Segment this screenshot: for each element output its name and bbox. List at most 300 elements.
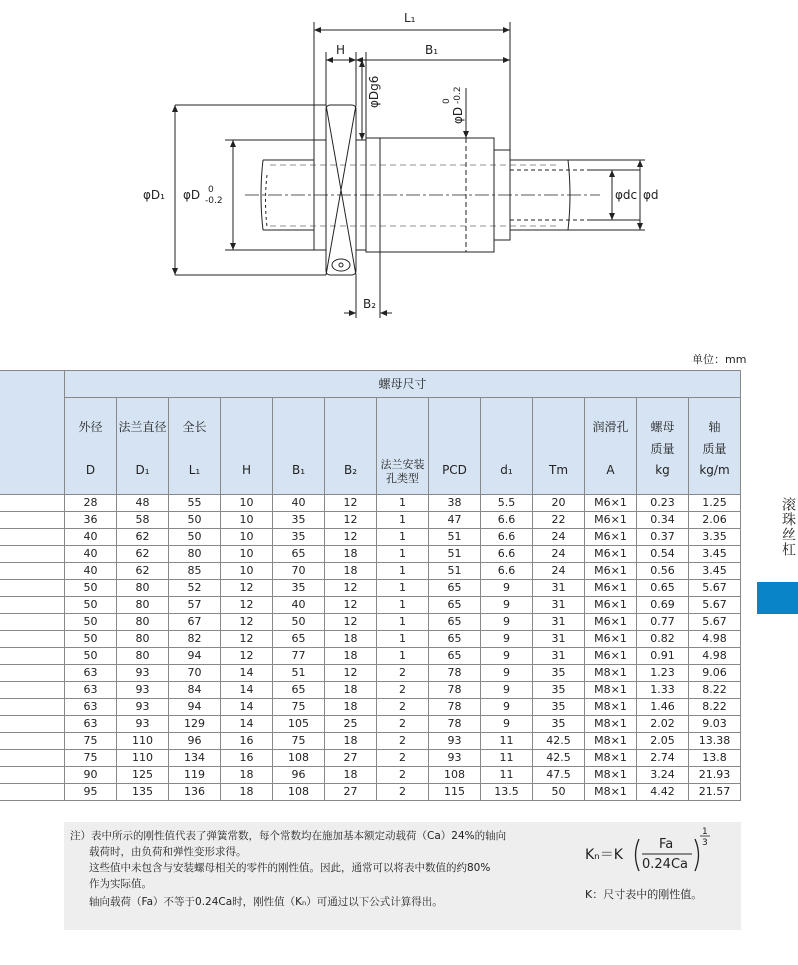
row-blank-cell	[0, 546, 65, 563]
table-cell: 2.02	[637, 716, 689, 733]
formula-exp-den: 3	[702, 838, 708, 848]
table-cell: 0.23	[637, 495, 689, 512]
table-cell: 52	[169, 580, 221, 597]
table-cell: 12	[325, 495, 377, 512]
column-header	[689, 398, 741, 495]
table-cell: 9	[481, 631, 533, 648]
table-cell: 135	[117, 784, 169, 801]
note-line-1: 注）表中所示的刚性值代表了弹簧常数，每个常数均在施加基本额定动载荷（Ca）24%的轴向	[70, 830, 507, 842]
table-cell: 63	[65, 665, 117, 682]
table-cell: M6×1	[585, 512, 637, 529]
table-cell: M8×1	[585, 699, 637, 716]
table-cell: 134	[169, 750, 221, 767]
table-row	[0, 614, 741, 631]
table-cell: 1	[377, 597, 429, 614]
column-header-name: 润滑孔	[592, 420, 629, 434]
table-cell: 31	[533, 580, 585, 597]
table-cell: 115	[429, 784, 481, 801]
table-cell: 5.67	[689, 580, 741, 597]
table-cell: 9	[481, 665, 533, 682]
table-cell: M8×1	[585, 682, 637, 699]
table-cell: 2	[377, 784, 429, 801]
table-cell: 6.6	[481, 563, 533, 580]
table-cell: 9	[481, 580, 533, 597]
row-blank-cell	[0, 716, 65, 733]
table-cell: 0.69	[637, 597, 689, 614]
table-cell: 80	[169, 546, 221, 563]
table-cell: 18	[325, 699, 377, 716]
column-header-name: 法兰直径	[118, 420, 167, 434]
column-header	[117, 398, 169, 495]
table-cell: M8×1	[585, 665, 637, 682]
table-cell: 18	[325, 631, 377, 648]
table-cell: 6.6	[481, 546, 533, 563]
row-blank-cell	[0, 767, 65, 784]
formula-denominator: 0.24Ca	[642, 857, 688, 872]
table-cell: 62	[117, 563, 169, 580]
table-cell: 14	[221, 699, 273, 716]
note-line-2: 载荷时，由负荷和弹性变形求得。	[89, 846, 247, 858]
label-phi-Dg6: φDg6	[367, 75, 381, 108]
table-cell: 0.65	[637, 580, 689, 597]
table-cell: 93	[117, 682, 169, 699]
table-cell: 12	[325, 512, 377, 529]
table-cell: 9	[481, 682, 533, 699]
column-header-symbol: D	[85, 463, 96, 477]
table-cell: 12	[325, 614, 377, 631]
table-cell: 1	[377, 529, 429, 546]
table-cell: M8×1	[585, 733, 637, 750]
column-header	[533, 398, 585, 495]
table-row	[0, 597, 741, 614]
table-cell: 5.67	[689, 614, 741, 631]
table-cell: 14	[221, 682, 273, 699]
table-cell: 65	[429, 580, 481, 597]
row-blank-cell	[0, 648, 65, 665]
table-row	[0, 631, 741, 648]
column-header-symbol: kg	[655, 463, 670, 477]
table-cell: 38	[429, 495, 481, 512]
table-cell: 96	[273, 767, 325, 784]
table-cell: 12	[325, 597, 377, 614]
table-cell: 93	[117, 716, 169, 733]
table-cell: 1	[377, 495, 429, 512]
table-cell: M8×1	[585, 784, 637, 801]
table-cell: 1.25	[689, 495, 741, 512]
table-cell: 0.56	[637, 563, 689, 580]
table-row	[0, 733, 741, 750]
column-header	[377, 398, 429, 495]
table-cell: 9	[481, 716, 533, 733]
table-cell: 129	[169, 716, 221, 733]
table-cell: 65	[273, 631, 325, 648]
table-cell: 31	[533, 631, 585, 648]
table-cell: 50	[65, 648, 117, 665]
table-cell: 10	[221, 546, 273, 563]
table-cell: 2	[377, 767, 429, 784]
table-cell: 9	[481, 597, 533, 614]
table-cell: 27	[325, 784, 377, 801]
table-cell: 95	[65, 784, 117, 801]
table-cell: 9.06	[689, 665, 741, 682]
note-line-5: 轴向载荷（Fa）不等于0.24Ca时，刚性值（Kₙ）可通过以下公式计算得出。	[89, 896, 443, 908]
label-phi-D1: φD₁	[143, 188, 165, 202]
table-row	[0, 784, 741, 801]
label-H: H	[336, 43, 346, 57]
column-header-symbol: H	[241, 463, 252, 477]
table-cell: 50	[65, 614, 117, 631]
column-header	[637, 398, 689, 495]
table-cell: 75	[65, 733, 117, 750]
table-cell: 18	[221, 767, 273, 784]
table-cell: 75	[273, 733, 325, 750]
table-cell: 0.91	[637, 648, 689, 665]
table-cell: 108	[273, 784, 325, 801]
header-blank-cell	[0, 371, 65, 495]
column-header-symbol: kg/m	[699, 463, 730, 477]
table-row	[0, 512, 741, 529]
table-cell: 9	[481, 614, 533, 631]
row-blank-cell	[0, 631, 65, 648]
table-cell: 70	[169, 665, 221, 682]
table-cell: 10	[221, 529, 273, 546]
nut-dimension-table	[0, 370, 741, 801]
table-cell: 105	[273, 716, 325, 733]
k-caption: K：尺寸表中的刚性值。	[585, 888, 703, 901]
table-cell: 14	[221, 716, 273, 733]
label-phi-dc: φdc	[615, 188, 638, 202]
table-cell: 65	[429, 597, 481, 614]
column-header	[273, 398, 325, 495]
column-header	[169, 398, 221, 495]
table-cell: 2.06	[689, 512, 741, 529]
table-cell: 1	[377, 546, 429, 563]
label-tol-left-upper: 0	[208, 185, 214, 195]
table-cell: 93	[117, 699, 169, 716]
table-cell: 27	[325, 750, 377, 767]
column-header-symbol: A	[606, 463, 615, 477]
table-cell: 0.82	[637, 631, 689, 648]
column-header-symbol: PCD	[442, 463, 467, 477]
table-cell: 85	[169, 563, 221, 580]
formula-exp-num: 1	[702, 827, 708, 837]
table-cell: 42.5	[533, 733, 585, 750]
table-row	[0, 546, 741, 563]
table-cell: 51	[273, 665, 325, 682]
table-cell: 119	[169, 767, 221, 784]
table-row	[0, 563, 741, 580]
table-cell: 2.74	[637, 750, 689, 767]
table-cell: 136	[169, 784, 221, 801]
table-cell: 63	[65, 682, 117, 699]
table-cell: 1	[377, 614, 429, 631]
table-cell: 50	[533, 784, 585, 801]
table-cell: 2	[377, 716, 429, 733]
table-cell: 77	[273, 648, 325, 665]
table-cell: 4.98	[689, 648, 741, 665]
label-L1: L₁	[404, 11, 416, 25]
table-cell: 3.45	[689, 563, 741, 580]
table-cell: 80	[117, 580, 169, 597]
table-cell: 75	[273, 699, 325, 716]
row-blank-cell	[0, 682, 65, 699]
table-cell: 16	[221, 750, 273, 767]
table-cell: 16	[221, 733, 273, 750]
table-cell: 24	[533, 563, 585, 580]
table-cell: 108	[273, 750, 325, 767]
table-cell: 63	[65, 699, 117, 716]
column-header	[221, 398, 273, 495]
table-cell: 80	[117, 631, 169, 648]
label-B2: B₂	[363, 297, 377, 311]
stiffness-formula	[585, 825, 725, 875]
table-cell: 110	[117, 750, 169, 767]
table-cell: M8×1	[585, 750, 637, 767]
table-cell: 67	[169, 614, 221, 631]
column-header-symbol: 法兰安装 孔类型	[380, 458, 425, 485]
table-cell: 28	[65, 495, 117, 512]
table-cell: 8.22	[689, 682, 741, 699]
section-tab-label: 滚珠丝杠	[780, 497, 796, 557]
table-cell: 78	[429, 665, 481, 682]
table-cell: 35	[533, 665, 585, 682]
table-cell: 11	[481, 733, 533, 750]
table-cell: M6×1	[585, 495, 637, 512]
table-cell: 40	[273, 495, 325, 512]
table-cell: 3.24	[637, 767, 689, 784]
table-cell: 75	[65, 750, 117, 767]
table-cell: 0.77	[637, 614, 689, 631]
ball-nut-drawing	[0, 0, 798, 345]
table-cell: 35	[533, 682, 585, 699]
table-cell: 13.38	[689, 733, 741, 750]
table-row	[0, 580, 741, 597]
table-cell: 1	[377, 631, 429, 648]
table-row	[0, 648, 741, 665]
table-cell: M6×1	[585, 529, 637, 546]
table-cell: 50	[169, 512, 221, 529]
table-cell: M6×1	[585, 648, 637, 665]
table-cell: 24	[533, 546, 585, 563]
table-cell: M6×1	[585, 597, 637, 614]
row-blank-cell	[0, 784, 65, 801]
table-cell: M6×1	[585, 580, 637, 597]
table-cell: 10	[221, 495, 273, 512]
table-cell: 12	[221, 597, 273, 614]
table-cell: 50	[169, 529, 221, 546]
table-row	[0, 495, 741, 512]
formula-lhs: Kₙ＝K	[585, 847, 623, 863]
table-cell: 35	[533, 716, 585, 733]
label-phi-D-left: φD	[183, 188, 201, 202]
table-cell: 80	[117, 648, 169, 665]
table-cell: 47.5	[533, 767, 585, 784]
table-cell: 13.8	[689, 750, 741, 767]
table-cell: 96	[169, 733, 221, 750]
column-header-name: 外径	[78, 420, 103, 434]
table-cell: 42.5	[533, 750, 585, 767]
column-header-symbol: D₁	[135, 463, 150, 477]
table-cell: 93	[117, 665, 169, 682]
note-line-4: 作为实际值。	[89, 878, 152, 890]
table-cell: 9.03	[689, 716, 741, 733]
table-cell: 22	[533, 512, 585, 529]
column-header-name: 螺母 质量	[650, 420, 675, 456]
table-cell: 10	[221, 563, 273, 580]
table-cell: 14	[221, 665, 273, 682]
table-cell: 31	[533, 648, 585, 665]
table-cell: 80	[117, 614, 169, 631]
table-cell: 82	[169, 631, 221, 648]
table-cell: 1	[377, 648, 429, 665]
row-blank-cell	[0, 597, 65, 614]
column-header-symbol: d₁	[500, 463, 513, 477]
table-cell: 21.57	[689, 784, 741, 801]
table-cell: 55	[169, 495, 221, 512]
label-phi-D-top: φD	[451, 106, 465, 124]
row-blank-cell	[0, 495, 65, 512]
table-cell: 63	[65, 716, 117, 733]
table-cell: 12	[221, 614, 273, 631]
table-cell: 12	[325, 580, 377, 597]
column-header-symbol: B₂	[343, 463, 358, 477]
table-cell: M8×1	[585, 716, 637, 733]
row-blank-cell	[0, 512, 65, 529]
formula-numerator: Fa	[659, 837, 674, 852]
table-cell: 57	[169, 597, 221, 614]
table-cell: 36	[65, 512, 117, 529]
table-cell: 5.67	[689, 597, 741, 614]
table-cell: 18	[325, 767, 377, 784]
table-cell: 94	[169, 699, 221, 716]
table-cell: 65	[429, 631, 481, 648]
table-cell: 90	[65, 767, 117, 784]
table-cell: 9	[481, 648, 533, 665]
label-B1: B₁	[425, 43, 439, 57]
table-cell: 35	[533, 699, 585, 716]
table-cell: 93	[429, 733, 481, 750]
table-cell: 12	[325, 665, 377, 682]
table-cell: 65	[429, 648, 481, 665]
table-cell: 58	[117, 512, 169, 529]
table-cell: 11	[481, 750, 533, 767]
table-cell: 70	[273, 563, 325, 580]
row-blank-cell	[0, 750, 65, 767]
table-cell: 62	[117, 529, 169, 546]
label-tol-left-lower: -0.2	[205, 196, 223, 206]
table-row	[0, 699, 741, 716]
table-cell: 12	[221, 580, 273, 597]
table-cell: 35	[273, 512, 325, 529]
table-cell: 94	[169, 648, 221, 665]
table-cell: 31	[533, 614, 585, 631]
table-cell: 3.35	[689, 529, 741, 546]
row-blank-cell	[0, 614, 65, 631]
label-tol-top-upper: 0	[442, 98, 452, 104]
column-header-symbol: B₁	[291, 463, 306, 477]
table-cell: 11	[481, 767, 533, 784]
table-cell: 18	[325, 546, 377, 563]
note-line-3: 这些值中未包含与安装螺母相关的零件的刚性值。因此，通常可以将表中数值的约80%	[89, 862, 491, 874]
table-cell: 1.46	[637, 699, 689, 716]
table-cell: 3.45	[689, 546, 741, 563]
table-cell: 10	[221, 512, 273, 529]
column-header-symbol: Tm	[548, 463, 569, 477]
table-cell: 78	[429, 682, 481, 699]
table-cell: 78	[429, 716, 481, 733]
table-cell: 47	[429, 512, 481, 529]
column-header	[585, 398, 637, 495]
table-cell: 110	[117, 733, 169, 750]
group-header: 螺母尺寸	[65, 371, 741, 398]
table-cell: 13.5	[481, 784, 533, 801]
table-row	[0, 716, 741, 733]
table-cell: 78	[429, 699, 481, 716]
table-cell: 6.6	[481, 529, 533, 546]
column-header	[325, 398, 377, 495]
table-cell: 51	[429, 546, 481, 563]
table-cell: 18	[325, 733, 377, 750]
table-cell: 2	[377, 699, 429, 716]
table-cell: 2	[377, 682, 429, 699]
table-cell: 21.93	[689, 767, 741, 784]
table-cell: 18	[325, 682, 377, 699]
table-row	[0, 682, 741, 699]
table-cell: 2	[377, 665, 429, 682]
table-cell: 48	[117, 495, 169, 512]
section-tab-marker	[757, 582, 798, 614]
table-cell: 0.37	[637, 529, 689, 546]
table-cell: 31	[533, 597, 585, 614]
table-cell: 62	[117, 546, 169, 563]
table-cell: 1.23	[637, 665, 689, 682]
table-cell: 40	[65, 529, 117, 546]
column-header-name: 轴 质量	[702, 420, 727, 456]
label-tol-top-lower: -0.2	[453, 86, 463, 104]
row-blank-cell	[0, 699, 65, 716]
table-cell: 51	[429, 563, 481, 580]
table-cell: 108	[429, 767, 481, 784]
table-cell: 4.98	[689, 631, 741, 648]
table-cell: 18	[325, 648, 377, 665]
table-cell: M6×1	[585, 631, 637, 648]
table-cell: 4.42	[637, 784, 689, 801]
table-cell: 65	[273, 546, 325, 563]
table-cell: 20	[533, 495, 585, 512]
table-cell: 93	[429, 750, 481, 767]
table-cell: M6×1	[585, 614, 637, 631]
table-cell: 35	[273, 529, 325, 546]
column-header-symbol: L₁	[188, 463, 201, 477]
table-cell: M6×1	[585, 546, 637, 563]
row-blank-cell	[0, 563, 65, 580]
column-header	[481, 398, 533, 495]
table-cell: 40	[65, 563, 117, 580]
table-cell: M8×1	[585, 767, 637, 784]
label-phi-d: φd	[643, 188, 659, 202]
table-cell: 0.34	[637, 512, 689, 529]
table-cell: 25	[325, 716, 377, 733]
row-blank-cell	[0, 529, 65, 546]
table-cell: 65	[273, 682, 325, 699]
table-cell: 65	[429, 614, 481, 631]
table-cell: 51	[429, 529, 481, 546]
column-header-row	[0, 398, 741, 495]
table-cell: 35	[273, 580, 325, 597]
table-cell: 1	[377, 512, 429, 529]
column-header	[65, 398, 117, 495]
table-cell: 8.22	[689, 699, 741, 716]
